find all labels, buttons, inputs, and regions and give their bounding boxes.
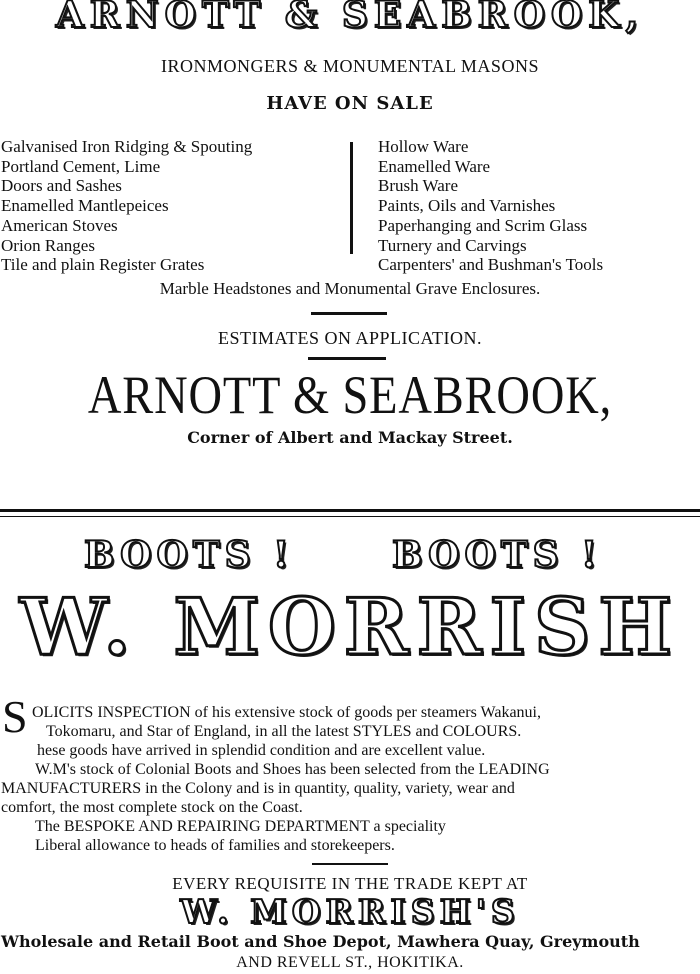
list-item: Hollow Ware [378,137,469,156]
estimates-line: ESTIMATES ON APPLICATION. [217,328,483,348]
marble-headstones-line: Marble Headstones and Monumental Grave Enclosures. [159,279,541,298]
body-line: hese goods have arrived in splendid condition and are excellent value. [37,742,486,759]
list-item: Tile and plain Register Grates [1,255,205,275]
goods-list-right [378,137,603,275]
merchant-name-possessive: W. MORRISH'S [180,892,520,931]
body-line: comfort, the most complete stock on the Coast. [1,799,303,816]
list-item: American Stoves [1,215,118,235]
list-item: Enamelled Ware [378,156,491,176]
body-line: W.M's stock of Colonial Boots and Shoes has been selected from the LEADING [35,761,550,778]
body-line: Tokomaru, and Star of England, in all the latest STYLES and COLOURS. [46,723,522,740]
column-divider [350,142,353,254]
merchant-name-large: W. MORRISH [19,582,681,673]
body-line: OLICITS INSPECTION of his extensive stock of goods per steamers Wakanui, [32,704,541,721]
depot-address: Wholesale and Retail Boot and Shoe Depot, Mawhera Quay, Greymouth [1,932,640,951]
firm-name-large: ARNOTT & SEABROOK, [87,365,613,425]
every-requisite-line: EVERY REQUISITE IN THE TRADE KEPT AT [172,874,528,893]
list-item: Paperhanging and Scrim Glass [378,215,588,235]
short-rule [311,312,387,315]
section-separator [0,516,700,517]
trade-subtitle: IRONMONGERS & MONUMENTAL MASONS [161,56,539,76]
list-item: Paints, Oils and Varnishes [378,196,556,216]
list-item: Portland Cement, Lime [1,156,161,176]
list-item: Doors and Sashes [1,176,122,196]
list-item: Galvanised Iron Ridging & Spouting [1,137,253,156]
list-item: Carpenters' and Bushman's Tools [378,255,604,275]
list-item: Orion Ranges [1,235,95,255]
list-item: Brush Ware [378,176,458,196]
advert-header-title: ARNOTT & SEABROOK, [55,0,645,36]
firm-address: Corner of Albert and Mackay Street. [187,428,513,447]
goods-list-left [1,137,252,275]
boots-heading-right: BOOTS ! [392,534,602,576]
section-separator [0,509,700,512]
list-item: Turnery and Carvings [378,235,527,255]
list-item: Enamelled Mantlepeices [1,196,169,216]
body-line: Liberal allowance to heads of families and storekeepers. [35,837,395,854]
boots-heading-left: BOOTS ! [84,534,294,576]
body-line: MANUFACTURERS in the Colony and is in quantity, quality, variety, wear and [1,780,515,797]
have-on-sale-heading: HAVE ON SALE [266,93,434,114]
drop-cap: S [2,691,28,742]
short-rule [312,863,388,865]
body-line: The BESPOKE AND REPAIRING DEPARTMENT a speciality [35,818,446,835]
hokitika-line: AND REVELL ST., HOKITIKA. [236,954,464,971]
